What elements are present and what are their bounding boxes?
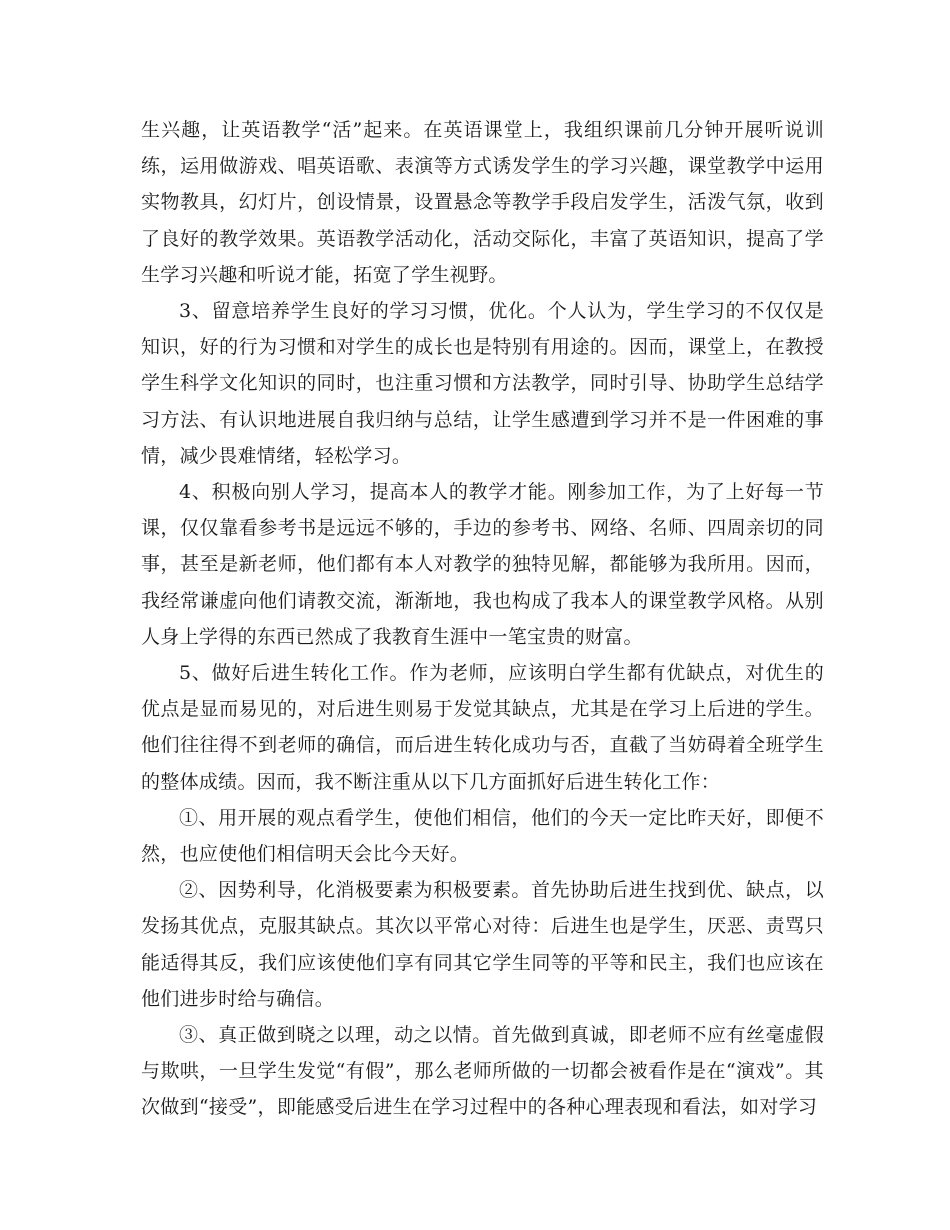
paragraph-4: 5、做好后进生转化工作。作为老师，应该明白学生都有优缺点，对优生的优点是显而易见的，对后进生则易于发觉其缺点，尤其是在学习上后进的学生。他们往往得不到老师的确信，而后进生转化成功与否，直截了当妨碍着全班学生的整体成绩。因而，我不断注重从以下几方面抓好后进生转化工作：: [141, 662, 824, 793]
paragraph-5: ①、用开展的观点看学生，使他们相信，他们的今天一定比昨天好，即便不然，也应使他们相信明天会比今天好。: [141, 806, 824, 866]
paragraph-2: 3、留意培养学生良好的学习习惯，优化。个人认为，学生学习的不仅仅是知识，好的行为习惯和对学生的成长也是特别有用途的。因而，课堂上，在教授学生科学文化知识的同时，也注重习惯和方法教学，同时引导、协助学生总结学习方法、有认识地进展自我归纳与总结，让学生感遭到学习并不是一件困难的事情，减少畏难情绪，轻松学习。: [141, 300, 824, 467]
document-body: [141, 112, 824, 1126]
paragraph-1: 生兴趣，让英语教学“活”起来。在英语课堂上，我组织课前几分钟开展听说训练，运用做游戏、唱英语歌、表演等方式诱发学生的学习兴趣，课堂教学中运用实物教具，幻灯片，创设情景，设置悬念等教学手段启发学生，活泼气氛，收到了良好的教学效果。英语教学活动化，活动交际化，丰富了英语知识，提高了学生学习兴趣和听说才能，拓宽了学生视野。: [141, 119, 824, 286]
paragraph-6: ②、因势利导，化消极要素为积极要素。首先协助后进生找到优、缺点，以发扬其优点，克服其缺点。其次以平常心对待：后进生也是学生，厌恶、责骂只能适得其反，我们应该使他们享有同其它学生同等的平等和民主，我们也应该在他们进步时给与确信。: [141, 879, 824, 1010]
paragraph-3: 4、积极向别人学习，提高本人的教学才能。刚参加工作，为了上好每一节课，仅仅靠看参考书是远远不够的，手边的参考书、网络、名师、四周亲切的同事，甚至是新老师，他们都有本人对教学的独特见解，都能够为我所用。因而，我经常谦虚向他们请教交流，渐渐地，我也构成了我本人的课堂教学风格。从别人身上学得的东西已然成了我教育生涯中一笔宝贵的财富。: [141, 481, 824, 648]
paragraph-7: ③、真正做到晓之以理，动之以情。首先做到真诚，即老师不应有丝毫虚假与欺哄，一旦学生发觉“有假”，那么老师所做的一切都会被看作是在“演戏”。其次做到“接受”，即能感受后进生在学习过程中的各种心理表现和看法，如对学习: [141, 1024, 824, 1119]
